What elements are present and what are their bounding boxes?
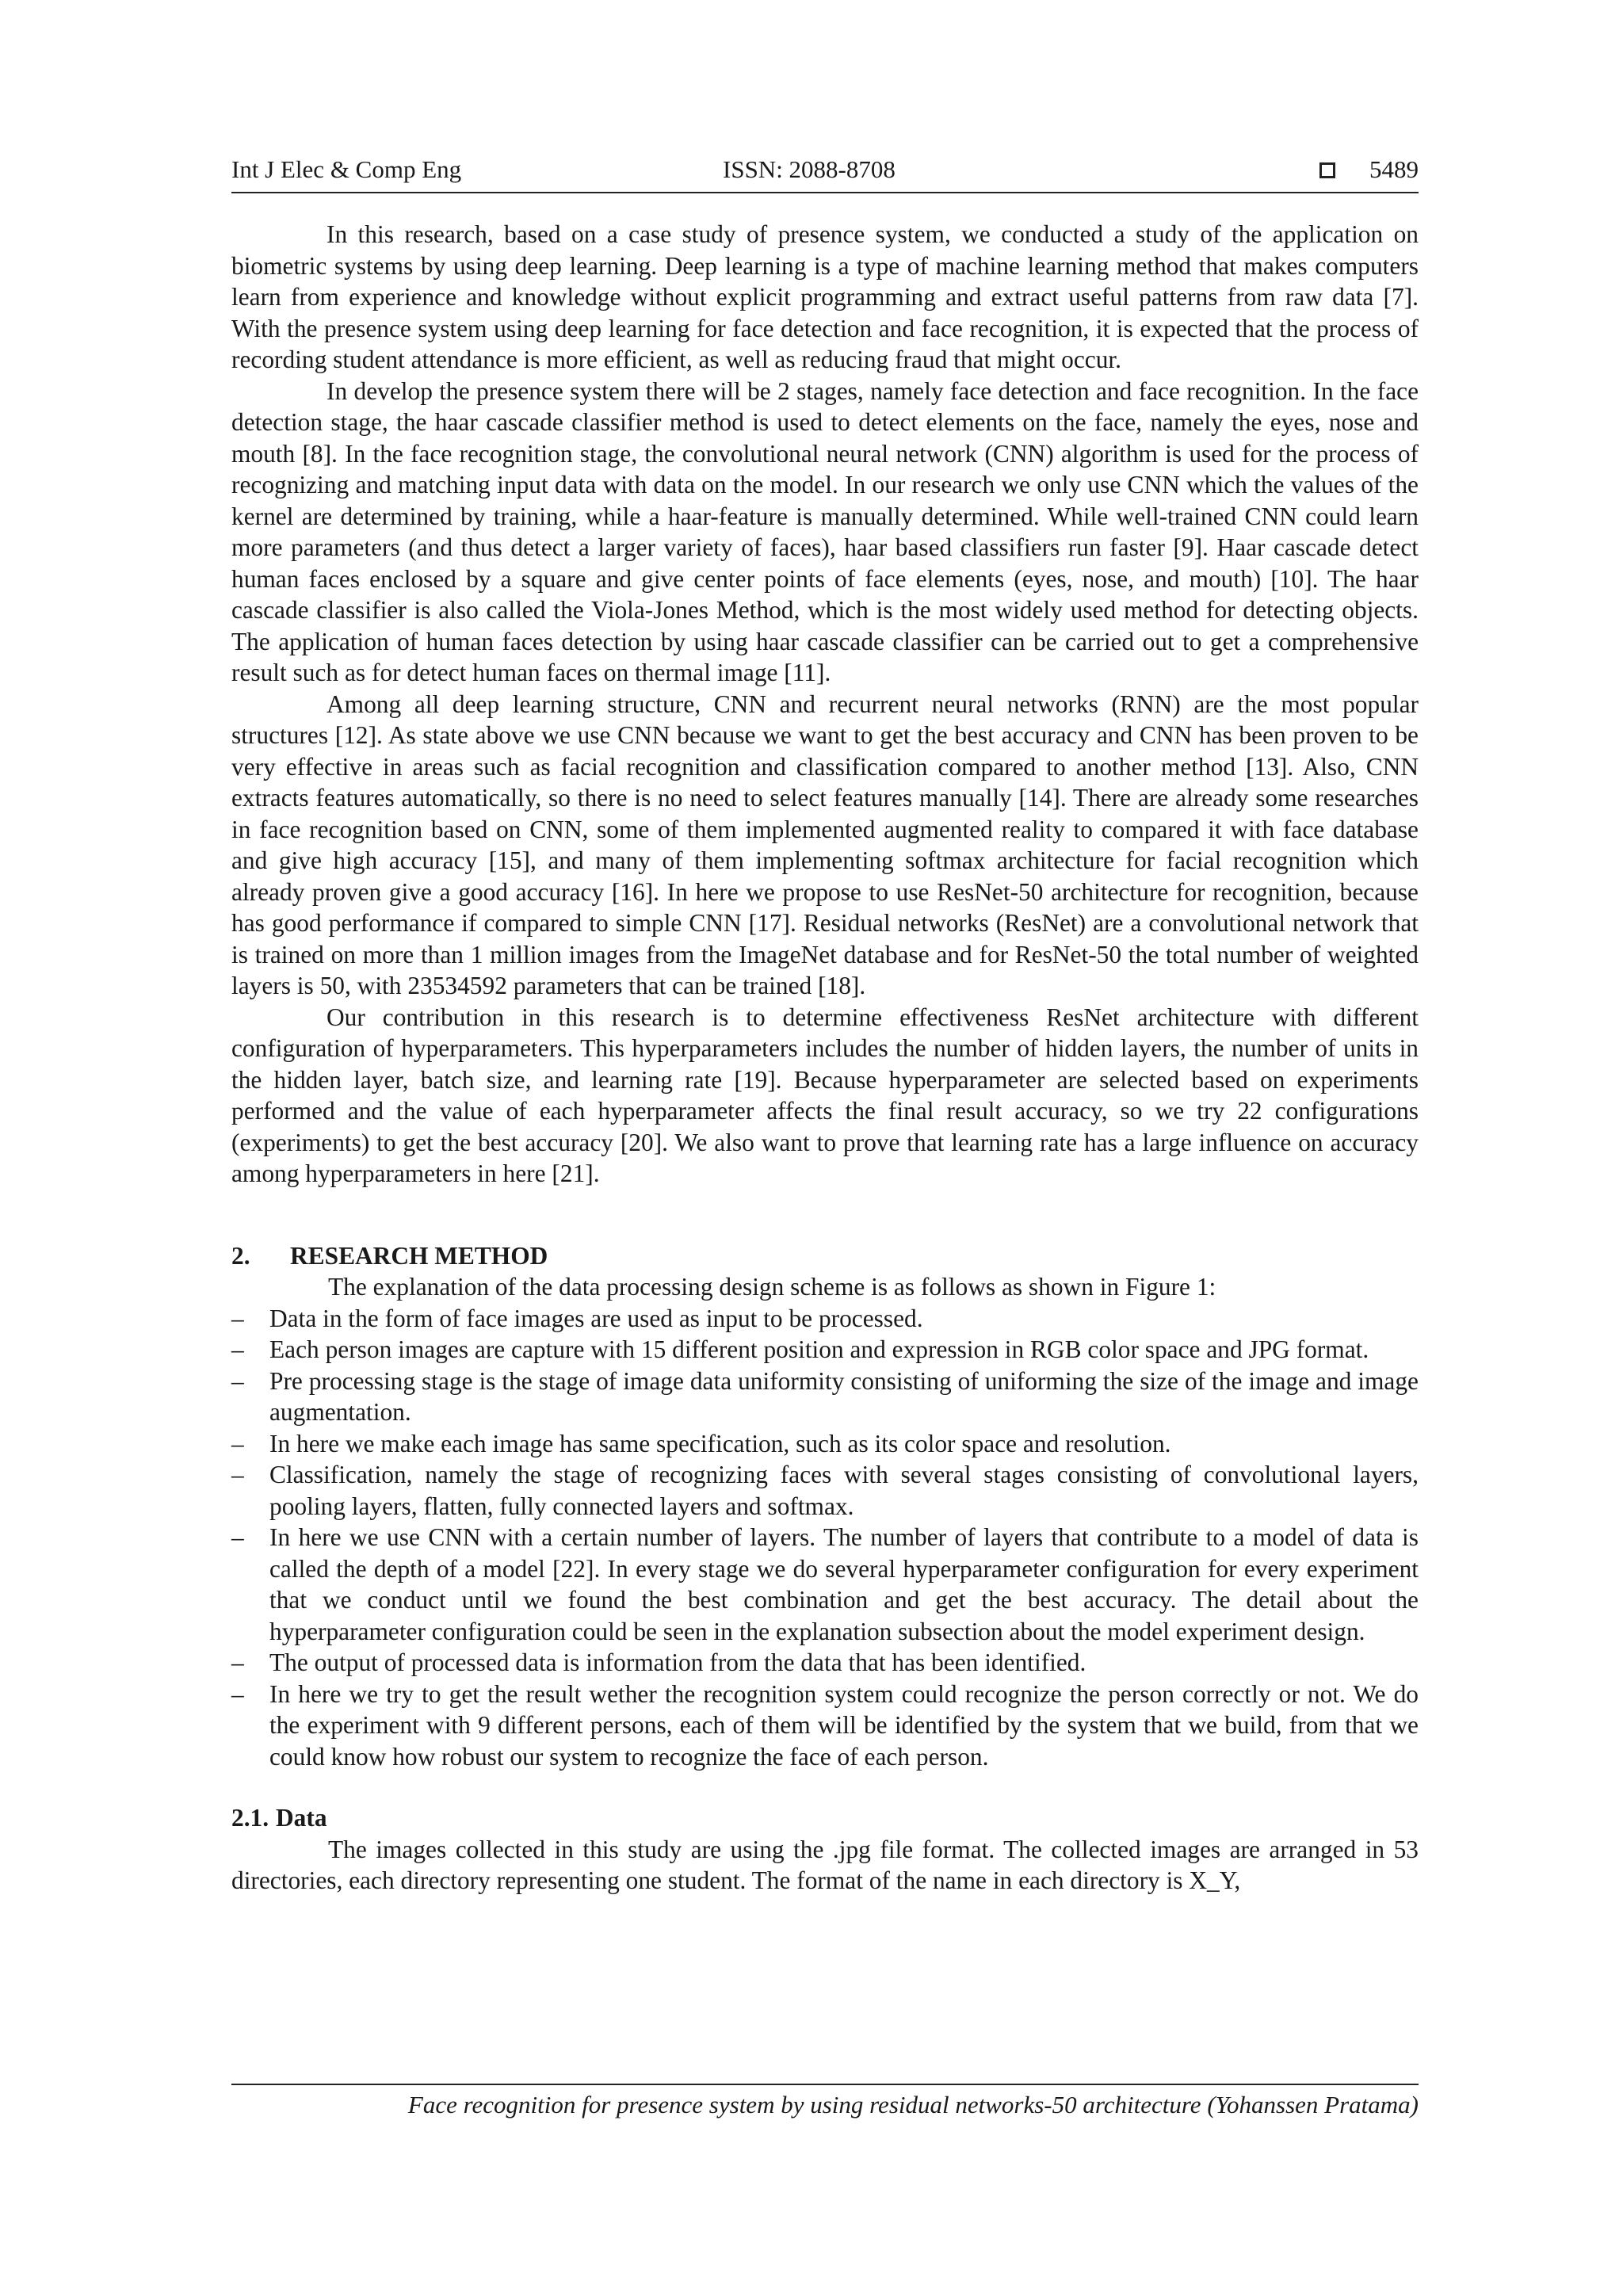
issn: ISSN: 2088-8708: [723, 155, 896, 183]
list-item: – Classification, namely the stage of recognizing faces with several stages consisting of convolutional layers, pooling layers, flatten, fully connected layers and softmax.: [231, 1459, 1419, 1522]
list-item: – In here we try to get the result wether the recognition system could recognize the person correctly or not. We do the experiment with 9 different persons, each of them will be identified by the system that we build, from that we could know how robust our system to recognize the face of each person.: [231, 1679, 1419, 1773]
footer-divider: [231, 2084, 1419, 2085]
running-footer: Face recognition for presence system by using residual networks-50 architecture (Yohanssen Pratama): [407, 2091, 1419, 2118]
list-item: – Data in the form of face images are used as input to be processed.: [231, 1303, 1419, 1335]
list-item: – In here we use CNN with a certain number of layers. The number of layers that contribute to a model of data is called the depth of a model [22]. In every stage we do several hyperparameter configuration for every experiment that we conduct until we found the best combination and get the best accuracy. The detail about the hyperparameter configuration could be seen in the explanation subsection about the model experiment design.: [231, 1522, 1419, 1647]
section-heading: [231, 1240, 1419, 1272]
page-number: 5489: [1369, 155, 1419, 183]
body-paragraph: Among all deep learning structure, CNN and recurrent neural networks (RNN) are the most popular structures [12]. As state above we use CNN because we want to get the best accuracy and CNN has been proven to be very effective in areas such as facial recognition and classification compared to another method [13]. Also, CNN extracts features automatically, so there is no need to select features manually [14]. There are already some researches in face recognition based on CNN, some of them implemented augmented reality to compared it with face database and give high accuracy [15], and many of them implementing softmax architecture for facial recognition which already proven give a good accuracy [16]. In here we propose to use ResNet-50 architecture for recognition, because has good performance if compared to simple CNN [17]. Residual networks (ResNet) are a convolutional network that is trained on more than 1 million images from the ImageNet database and for ResNet-50 the total number of weighted layers is 50, with 23534592 parameters that can be trained [18].: [231, 690, 1419, 999]
running-header: [231, 154, 1419, 193]
page-body: [231, 219, 1419, 1897]
section-intro: The explanation of the data processing design scheme is as follows as shown in Figure 1:: [328, 1273, 1216, 1301]
list-item: – Pre processing stage is the stage of image data uniformity consisting of uniforming the size of the image and image augmentation.: [231, 1366, 1419, 1428]
list-item: – In here we make each image has same specification, such as its color space and resolution.: [231, 1428, 1419, 1460]
section-number: 2.: [231, 1241, 250, 1270]
body-paragraph: In develop the presence system there will be 2 stages, namely face detection and face recognition. In the face detection stage, the haar cascade classifier method is used to detect elements on the face, namely the eyes, nose and mouth [8]. In the face recognition stage, the convolutional neural network (CNN) algorithm is used for the process of recognizing and matching input data with data on the model. In our research we only use CNN which the values of the kernel are determined by training, while a haar-feature is manually determined. While well-trained CNN could learn more parameters (and thus detect a larger variety of faces), haar based classifiers run faster [9]. Haar cascade detect human faces enclosed by a square and give center points of face elements (eyes, nose, and mouth) [10]. The haar cascade classifier is also called the Viola-Jones Method, which is the most widely used method for detecting objects. The application of human faces detection by using haar cascade classifier can be carried out to get a comprehensive result such as for detect human faces on thermal image [11].: [231, 376, 1419, 686]
list-item: – Each person images are capture with 15 different position and expression in RGB color space and JPG format.: [231, 1334, 1419, 1366]
body-paragraph: Our contribution in this research is to determine effectiveness ResNet architecture with different configuration of hyperparameters. This hyperparameters includes the number of hidden layers, the number of units in the hidden layer, batch size, and learning rate [19]. Because hyperparameter are selected based on experiments performed and the value of each hyperparameter affects the final result accuracy, so we try 22 configurations (experiments) to get the best accuracy [20]. We also want to prove that learning rate has a large influence on accuracy among hyperparameters in here [21].: [231, 1003, 1419, 1187]
body-paragraph: The images collected in this study are using the .jpg file format. The collected images are arranged in 53 directories, each directory representing one student. The format of the name in each directory is X_Y,: [231, 1835, 1419, 1894]
section-title: RESEARCH METHOD: [290, 1241, 548, 1270]
method-steps-list: [231, 1303, 1419, 1773]
checkbox-square-icon: [1319, 162, 1335, 178]
subsection-number: 2.1.: [231, 1804, 269, 1832]
subsection-title: Data: [276, 1804, 327, 1832]
body-paragraph: In this research, based on a case study of presence system, we conducted a study of the application on biometric systems by using deep learning. Deep learning is a type of machine learning method that makes computers learn from experience and knowledge without explicit programming and extract useful patterns from raw data [7]. With the presence system using deep learning for face detection and face recognition, it is expected that the process of recording student attendance is more efficient, as well as reducing fraud that might occur.: [231, 220, 1419, 373]
journal-name: Int J Elec & Comp Eng: [231, 155, 462, 183]
subsection-heading: [231, 1802, 1419, 1834]
list-item: – The output of processed data is information from the data that has been identified.: [231, 1647, 1419, 1679]
